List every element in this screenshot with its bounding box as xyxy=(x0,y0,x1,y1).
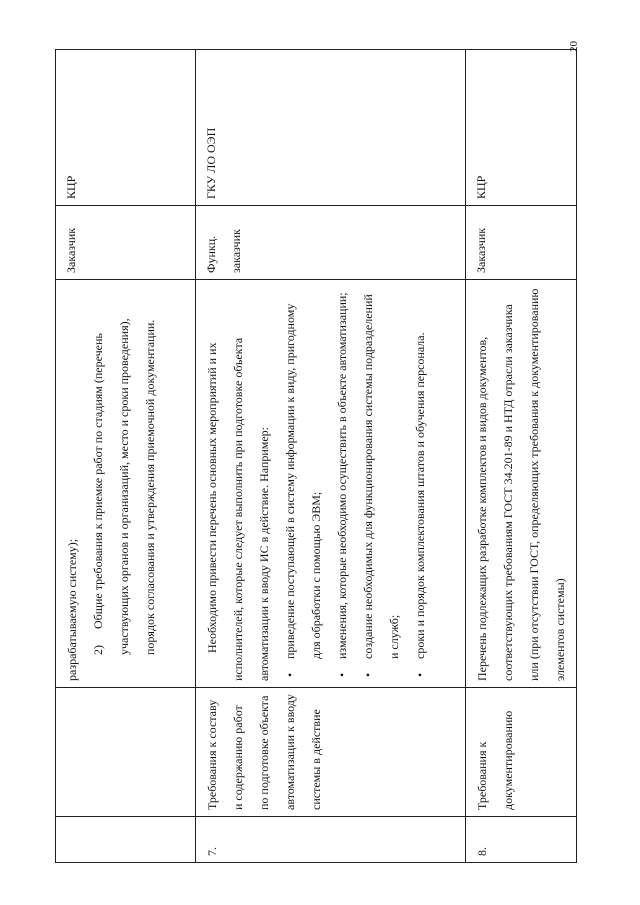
table-row-8 xyxy=(466,50,577,863)
requirements-table xyxy=(55,49,577,863)
list-item: • приведение поступающей в систему информации к виду, пригодному для обработки с помощью ЭВМ; xyxy=(277,286,329,681)
paragraph-number: 2) xyxy=(91,645,105,655)
row-content xyxy=(196,280,466,688)
table-row-continuation xyxy=(56,50,196,863)
list-item: • создание необходимых для функционирования системы подразделений и служб; xyxy=(355,286,407,681)
content-paragraph: разрабатываемую систему); xyxy=(65,538,79,681)
row-title: Требования к документированию xyxy=(466,688,577,817)
list-item: • сроки и порядок комплектования штатов и обучения персонала. xyxy=(407,286,433,681)
row-number: 7. xyxy=(196,817,466,863)
table-row-7 xyxy=(196,50,466,863)
content-paragraph: Необходимо привести перечень основных мероприятий и их исполнителей, которые следует выполнить при подготовке объекта автоматизации к вводу ИС в действие. Например: xyxy=(205,337,271,681)
responsible-party: Заказчик xyxy=(466,206,577,280)
row-content xyxy=(56,280,196,688)
executor: ГКУ ЛО ОЭП xyxy=(196,50,466,206)
measures-list xyxy=(277,286,433,681)
responsible-party: Заказчик xyxy=(56,206,196,280)
list-item: • изменения, которые необходимо осуществить в объекте автоматизации; xyxy=(329,286,355,681)
row-title: Требования к составу и содержанию работ по подготовке объекта автоматизации к вводу системы в действие xyxy=(196,688,466,817)
content-paragraph: Перечень подлежащих разработке комплектов и видов документов, соответствующих требованиям ГОСТ 34.201-89 и НТД отрасли заказчика или (при отсутствии ГОСТ, определяющих требования к документированию элементов системы) xyxy=(475,288,567,681)
executor: КЦР xyxy=(56,50,196,206)
page-number: 20 xyxy=(568,41,580,52)
row-number xyxy=(56,817,196,863)
row-number: 8. xyxy=(466,817,577,863)
executor: КЦР xyxy=(466,50,577,206)
content-paragraph: 2)Общие требования к приемке работ по стадиям (перечень участвующих органов и организаций, место и сроки проведения), порядок согласования и утверждения приемочной документации. xyxy=(85,286,163,681)
row-content xyxy=(466,280,577,688)
requirements-table-sheet xyxy=(55,50,567,863)
responsible-party: Функц. заказчик xyxy=(196,206,466,280)
row-title xyxy=(56,688,196,817)
